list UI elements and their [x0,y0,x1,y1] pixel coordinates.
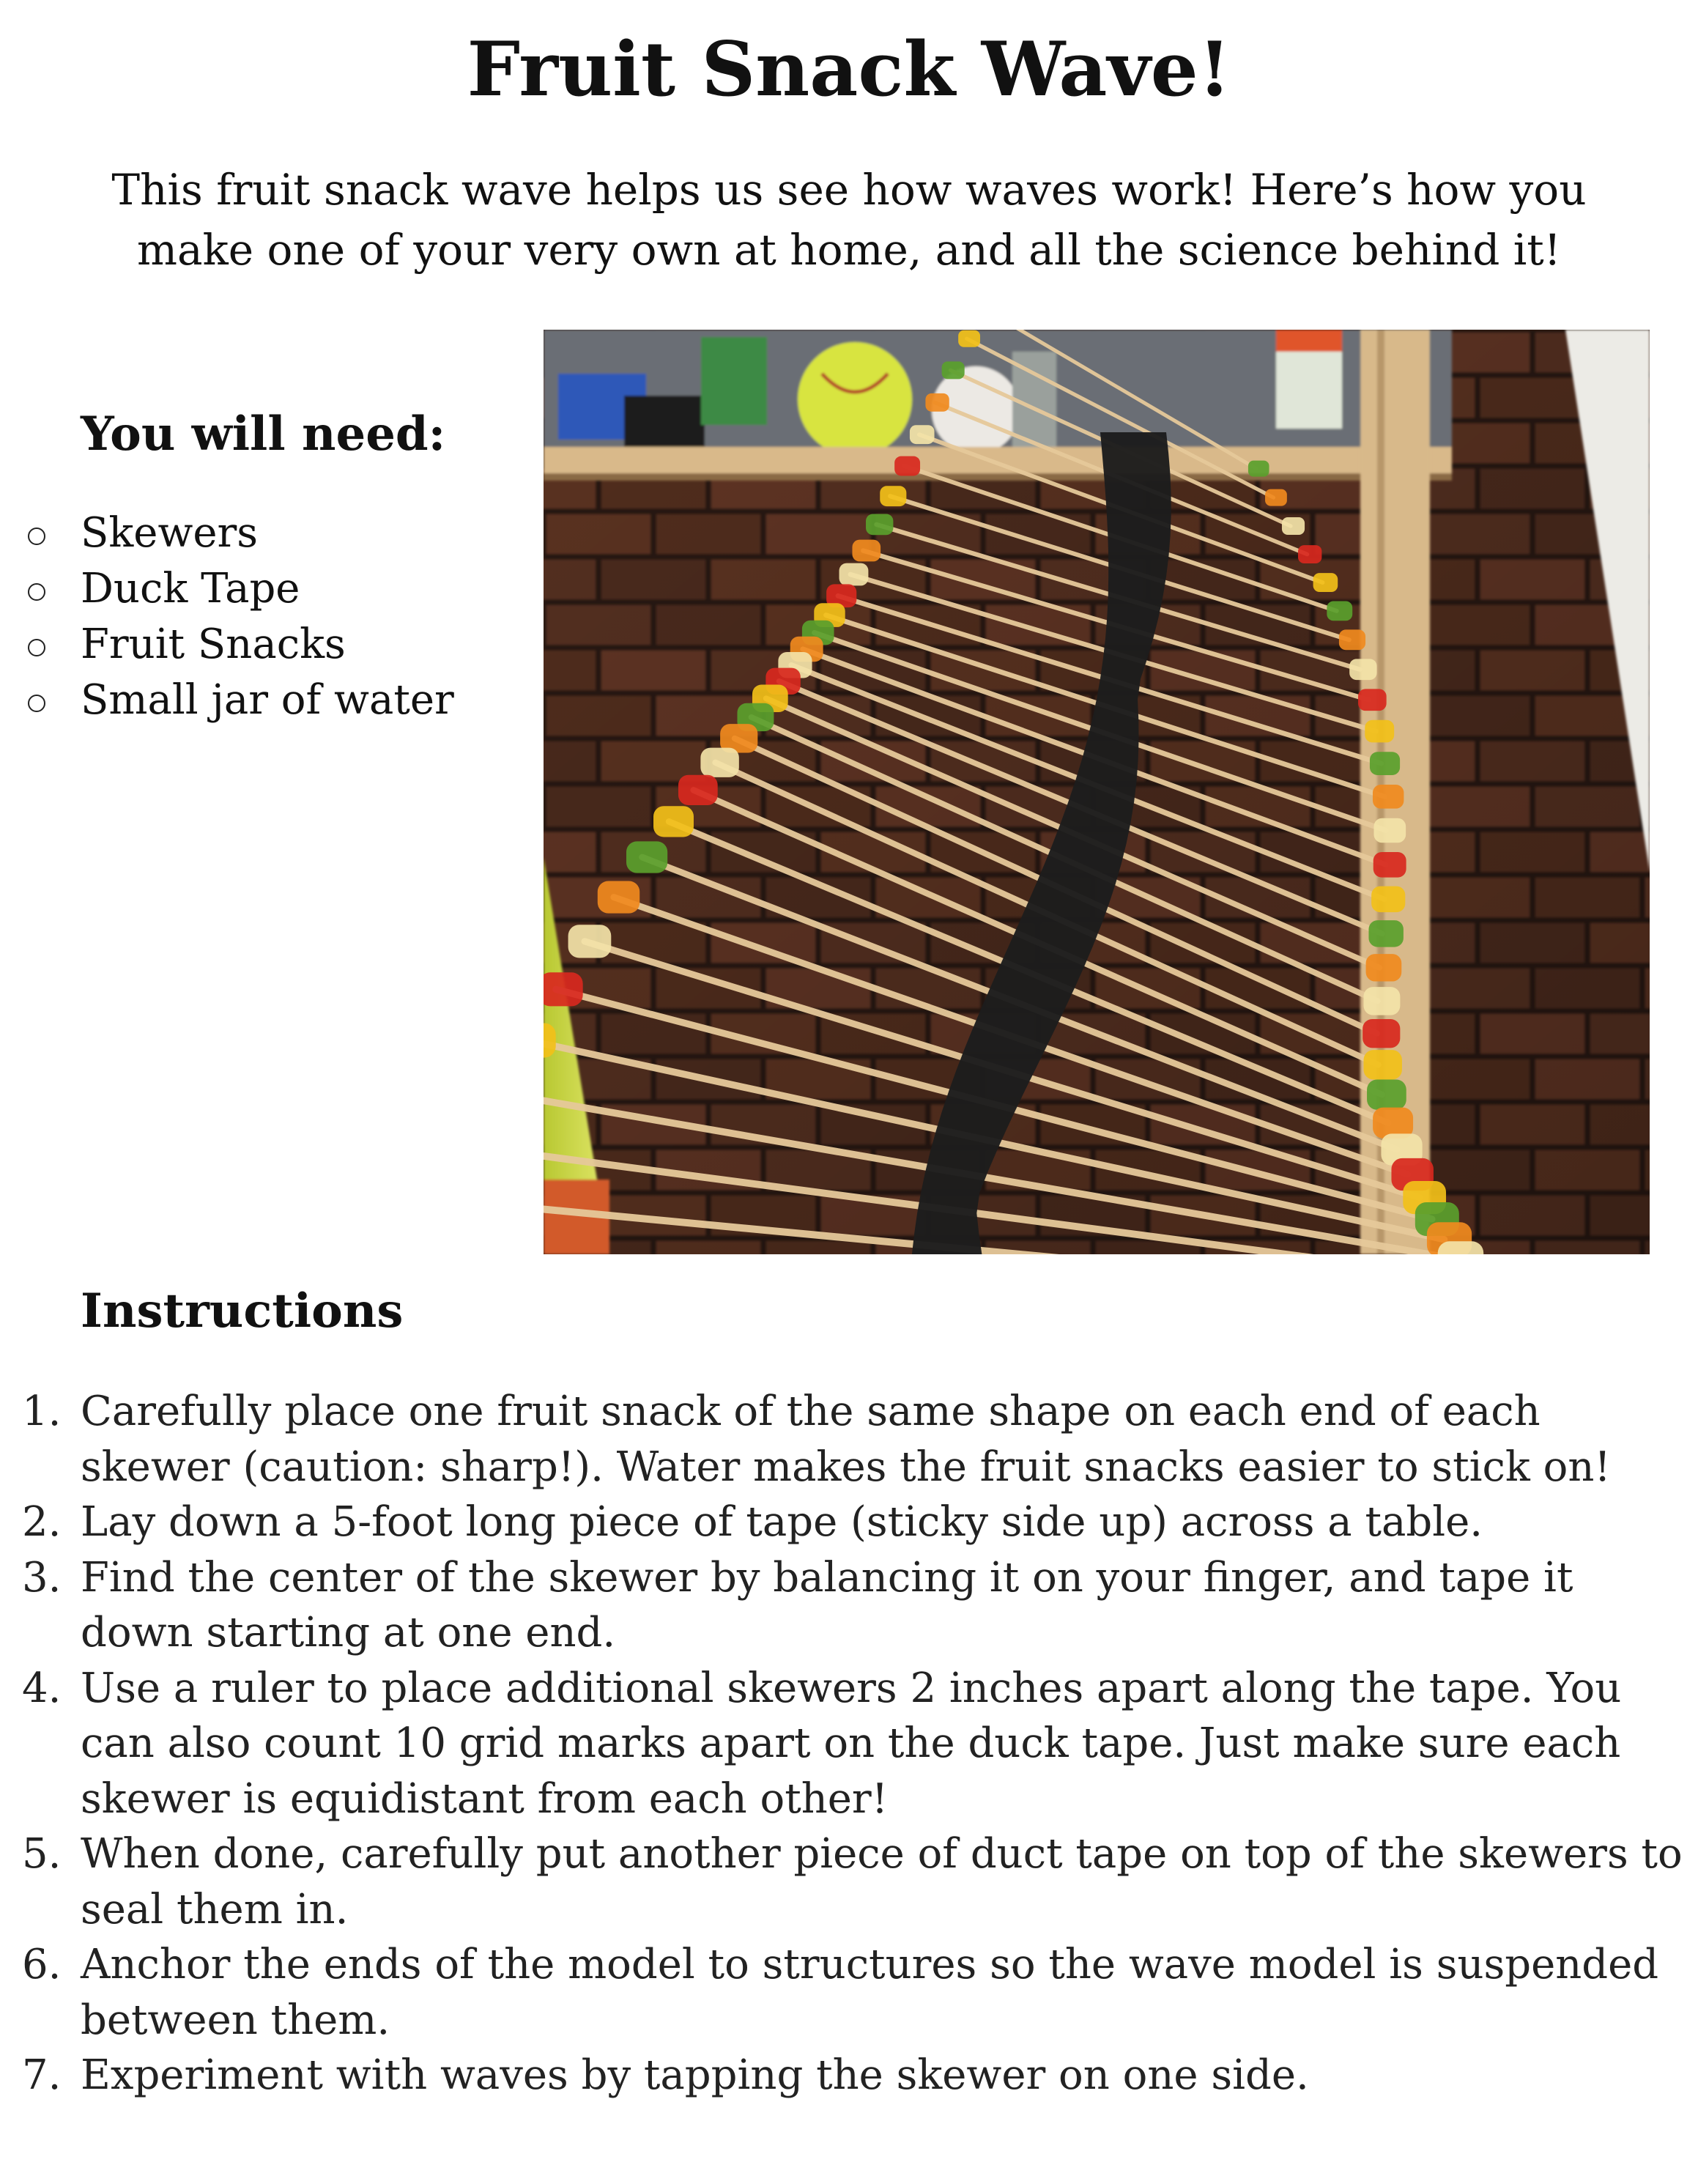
step-text: Experiment with waves by tapping the skewer on one side. [81,2051,1309,2099]
shelf [544,330,1452,481]
instruction-step [0,1384,1685,1495]
step-number: 1. [22,1388,62,1435]
step-number: 3. [22,1553,62,1602]
step-number: 6. [22,1941,62,1988]
circle-bullet-icon [28,528,45,545]
instruction-step [0,1550,1685,1661]
needs-item [0,673,513,728]
step-number: 5. [22,1830,62,1878]
step-text: Carefully place one fruit snack of the same shape on each end of each skewer (caution: sharp!). Water makes the fruit snacks easier to stick on! [81,1388,1611,1491]
intro-paragraph: This fruit snack wave helps us see how waves work! Here’s how you make one of your very own at home, and all the science behind it! [111,165,1587,275]
step-text: Use a ruler to place additional skewers 2 inches apart along the tape. You can also count 10 grid marks apart on the duck tape. Just make sure each skewer is equidistant from each other! [81,1664,1622,1823]
step-text: Anchor the ends of the model to structures so the wave model is suspended between them. [81,1941,1659,2044]
fruit-snack-wave-photo [544,330,1650,1254]
step-number: 2. [22,1498,62,1546]
step-number: 7. [22,2051,62,2099]
instructions-heading: Instructions [81,1284,404,1339]
needs-heading: You will need: [81,407,446,462]
needs-list [0,506,513,728]
instruction-step [0,1495,1685,1550]
step-text: When done, carefully put another piece of duct tape on top of the skewers to seal them in. [81,1830,1683,1933]
circle-bullet-icon [28,695,45,712]
step-text: Lay down a 5-foot long piece of tape (sticky side up) across a table. [81,1498,1483,1546]
instructions-list [0,1384,1685,2103]
needs-item-text: Small jar of water [81,676,454,724]
instruction-step [0,1661,1685,1827]
needs-item [0,506,513,561]
page-title: Fruit Snack Wave! [467,26,1231,114]
instruction-step [0,2048,1685,2103]
step-number: 4. [22,1664,62,1712]
circle-bullet-icon [28,583,45,601]
needs-item-text: Duck Tape [81,565,300,612]
instruction-step [0,1937,1685,2048]
instruction-step [0,1826,1685,1937]
circle-bullet-icon [28,639,45,656]
needs-item-text: Skewers [81,509,259,557]
needs-item [0,561,513,617]
needs-item-text: Fruit Snacks [81,621,346,668]
needs-item [0,617,513,673]
step-text: Find the center of the skewer by balancing it on your finger, and tape it down starting at one end. [81,1553,1573,1656]
